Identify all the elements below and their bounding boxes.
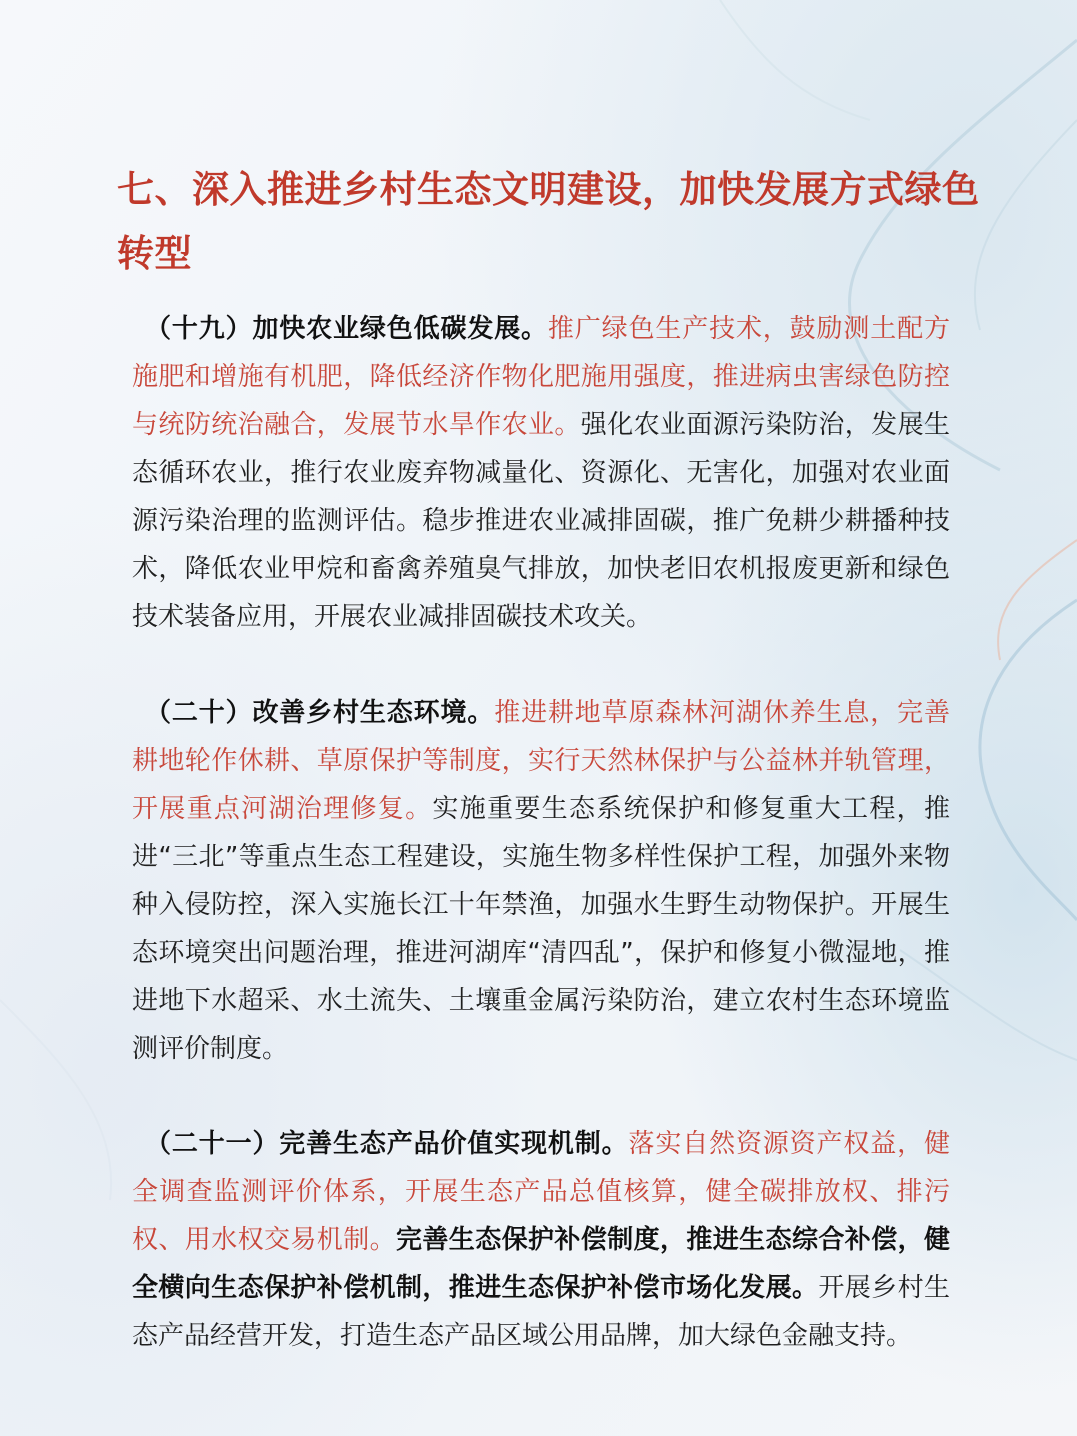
paragraph-heading: （二十）改善乡村生态环境。 [145,698,495,728]
paragraph-heading: （十九）加快农业绿色低碳发展。 [145,314,548,344]
paragraph-19 [132,305,950,641]
section-title: 七、深入推进乡村生态文明建设，加快发展方式绿色转型 [117,168,980,275]
highlighted-text: 落实自然资源资产权益，健全调查监测评价体系，开展生态产品总值核算，健全碳排放权、排污权、用水权交易机制。 [132,1129,950,1255]
paragraph-heading: （二十一）完善生态产品价值实现机制。 [145,1129,629,1159]
paragraph-21 [132,1120,950,1360]
body-text: 实施重要生态系统保护和修复重大工程，推进“三北”等重点生态工程建设，实施生物多样性保护工程，加强外来物种入侵防控，深入实施长江十年禁渔，加强水生野生动物保护。开展生态环境突出问题治理，推进河湖库“清四乱”，保护和修复小微湿地，推进地下水超采、水土流失、土壤重金属污染防治，建立农村生态环境监测评价制度。 [132,794,950,1064]
body-text: 强化农业面源污染防治，发展生态循环农业，推行农业废弃物减量化、资源化、无害化，加强对农业面源污染治理的监测评估。稳步推进农业减排固碳，推广免耕少耕播种技术，降低农业甲烷和畜禽养殖臭气排放，加快老旧农机报废更新和绿色技术装备应用，开展农业减排固碳技术攻关。 [132,410,950,632]
body-text: 开展乡村生态产品经营开发，打造生态产品区域公用品牌，加大绿色金融支持。 [132,1273,950,1351]
bold-text: 完善生态保护补偿制度，推进生态综合补偿，健全横向生态保护补偿机制，推进生态保护补偿市场化发展。 [132,1225,950,1303]
highlighted-text: 推广绿色生产技术，鼓励测土配方施肥和增施有机肥，降低经济作物化肥施用强度，推进病虫害绿色防控与统防统治融合，发展节水旱作农业。 [132,314,950,440]
highlighted-text: 推进耕地草原森林河湖休养生息，完善耕地轮作休耕、草原保护等制度，实行天然林保护与公益林并轨管理，开展重点河湖治理修复。 [132,698,950,824]
paragraph-20 [132,689,950,1073]
